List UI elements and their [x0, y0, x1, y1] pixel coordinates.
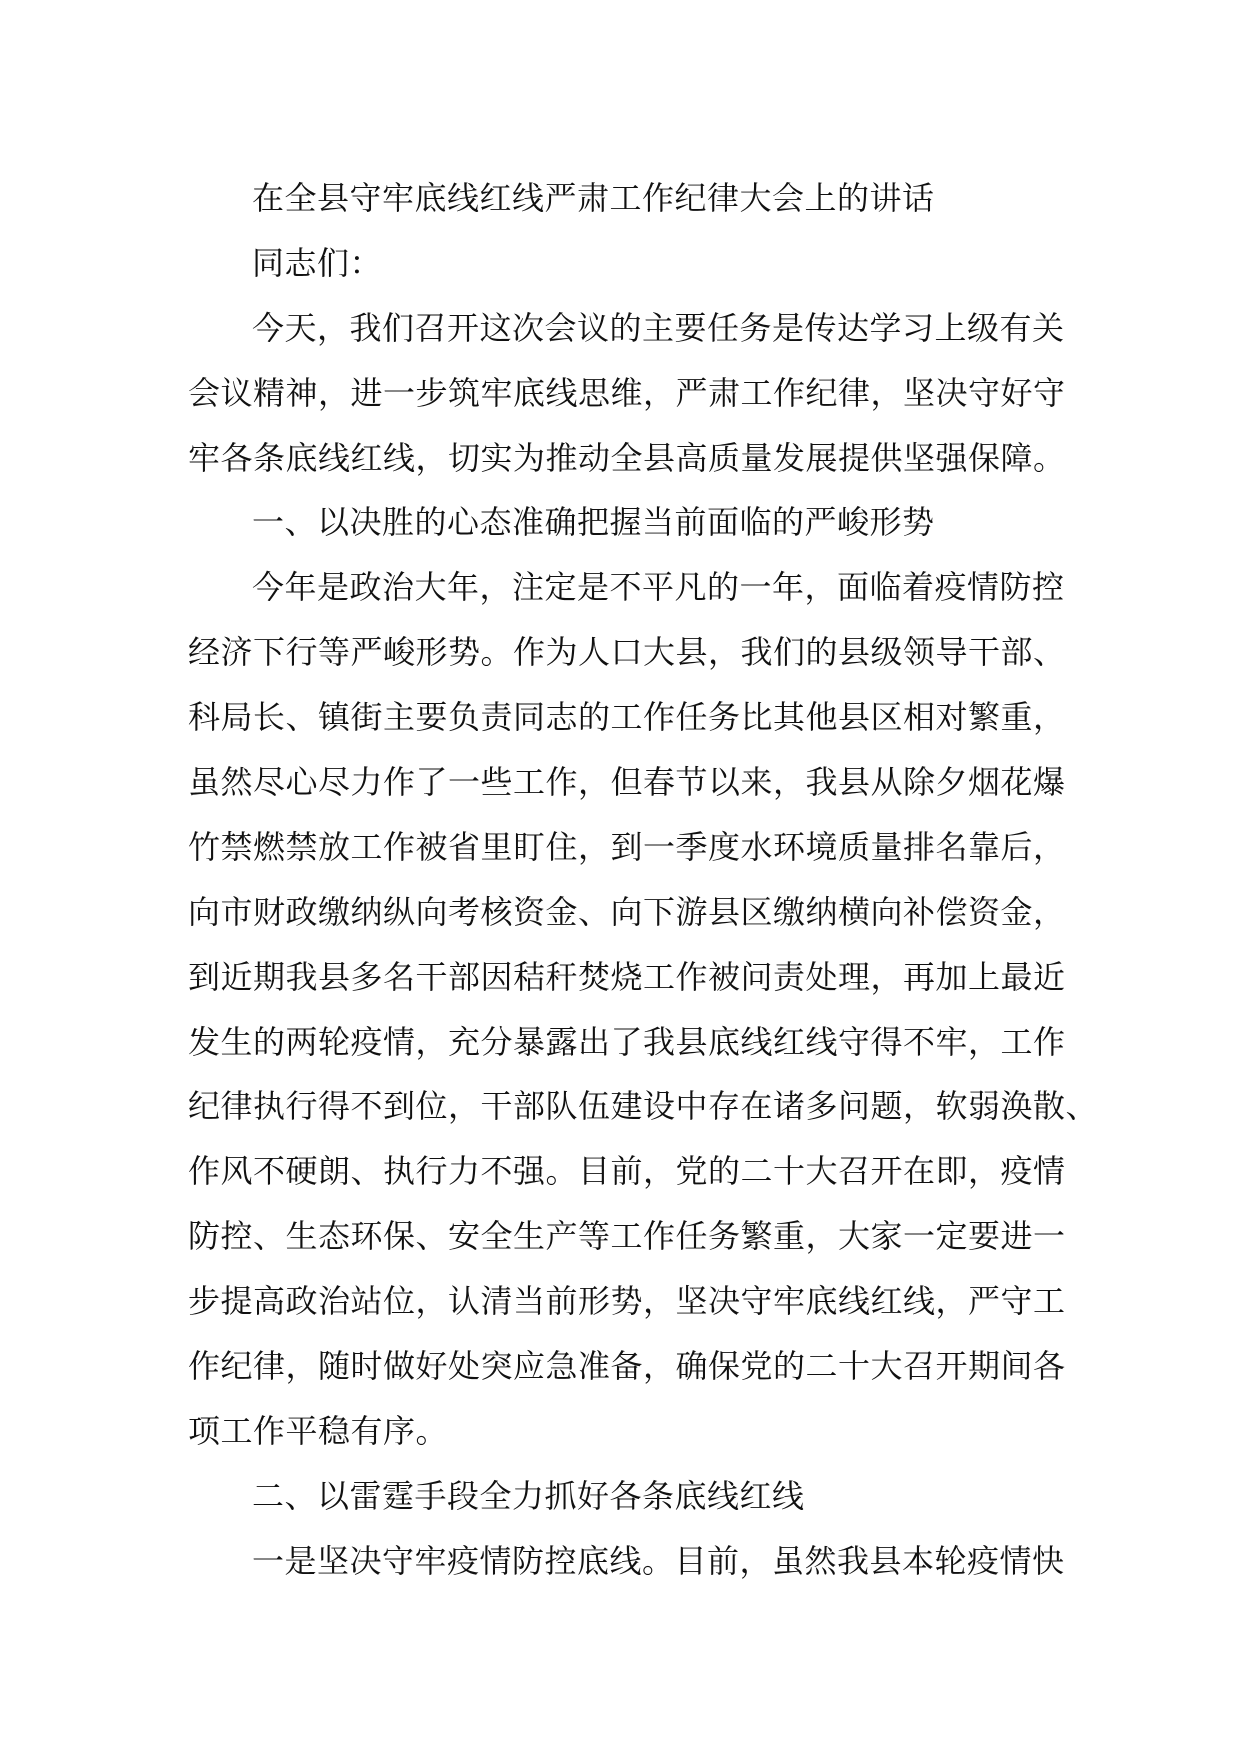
text-line: 会议精神，进一步筑牢底线思维，严肃工作纪律，坚决守好守: [188, 373, 1066, 412]
section-heading-1: 一、以决胜的心态准确把握当前面临的严峻形势: [252, 503, 935, 542]
text-line: 今年是政治大年，注定是不平凡的一年，面临着疫情防控: [252, 568, 1065, 607]
document-title: 在全县守牢底线红线严肃工作纪律大会上的讲话: [252, 179, 935, 217]
text-line: 防控、生态环保、安全生产等工作任务繁重，大家一定要进一: [188, 1217, 1066, 1256]
text-line: 到近期我县多名干部因秸秆焚烧工作被问责处理，再加上最近: [188, 957, 1066, 996]
text-line: 向市财政缴纳纵向考核资金、向下游县区缴纳横向补偿资金，: [188, 892, 1066, 931]
salutation: 同志们：: [252, 243, 383, 282]
text-line: 虽然尽心尽力作了一些工作，但春节以来，我县从除夕烟花爆: [188, 763, 1066, 802]
text-line: 科局长、镇街主要负责同志的工作任务比其他县区相对繁重，: [188, 698, 1066, 737]
text-line: 经济下行等严峻形势。作为人口大县，我们的县级领导干部、: [188, 633, 1066, 672]
text-line: 纪律执行得不到位，干部队伍建设中存在诸多问题，软弱涣散、: [188, 1087, 1099, 1126]
text-line: 作风不硬朗、执行力不强。目前，党的二十大召开在即，疫情: [188, 1152, 1066, 1191]
text-line: 牢各条底线红线，切实为推动全县高质量发展提供坚强保障。: [188, 438, 1066, 477]
text-line: 步提高政治站位，认清当前形势，坚决守牢底线红线，严守工: [188, 1282, 1066, 1321]
text-line: 竹禁燃禁放工作被省里盯住，到一季度水环境质量排名靠后，: [188, 827, 1066, 866]
text-line: 今天，我们召开这次会议的主要任务是传达学习上级有关: [252, 308, 1065, 347]
document-body: [188, 166, 1099, 1594]
section-heading-2: 二、以雷霆手段全力抓好各条底线红线: [252, 1476, 805, 1515]
text-line: 项工作平稳有序。: [188, 1411, 449, 1450]
text-line: 发生的两轮疫情，充分暴露出了我县底线红线守得不牢，工作: [188, 1022, 1066, 1061]
text-line: 一是坚决守牢疫情防控底线。目前，虽然我县本轮疫情快: [252, 1541, 1065, 1580]
text-line: 作纪律，随时做好处突应急准备，确保党的二十大召开期间各: [188, 1347, 1066, 1386]
